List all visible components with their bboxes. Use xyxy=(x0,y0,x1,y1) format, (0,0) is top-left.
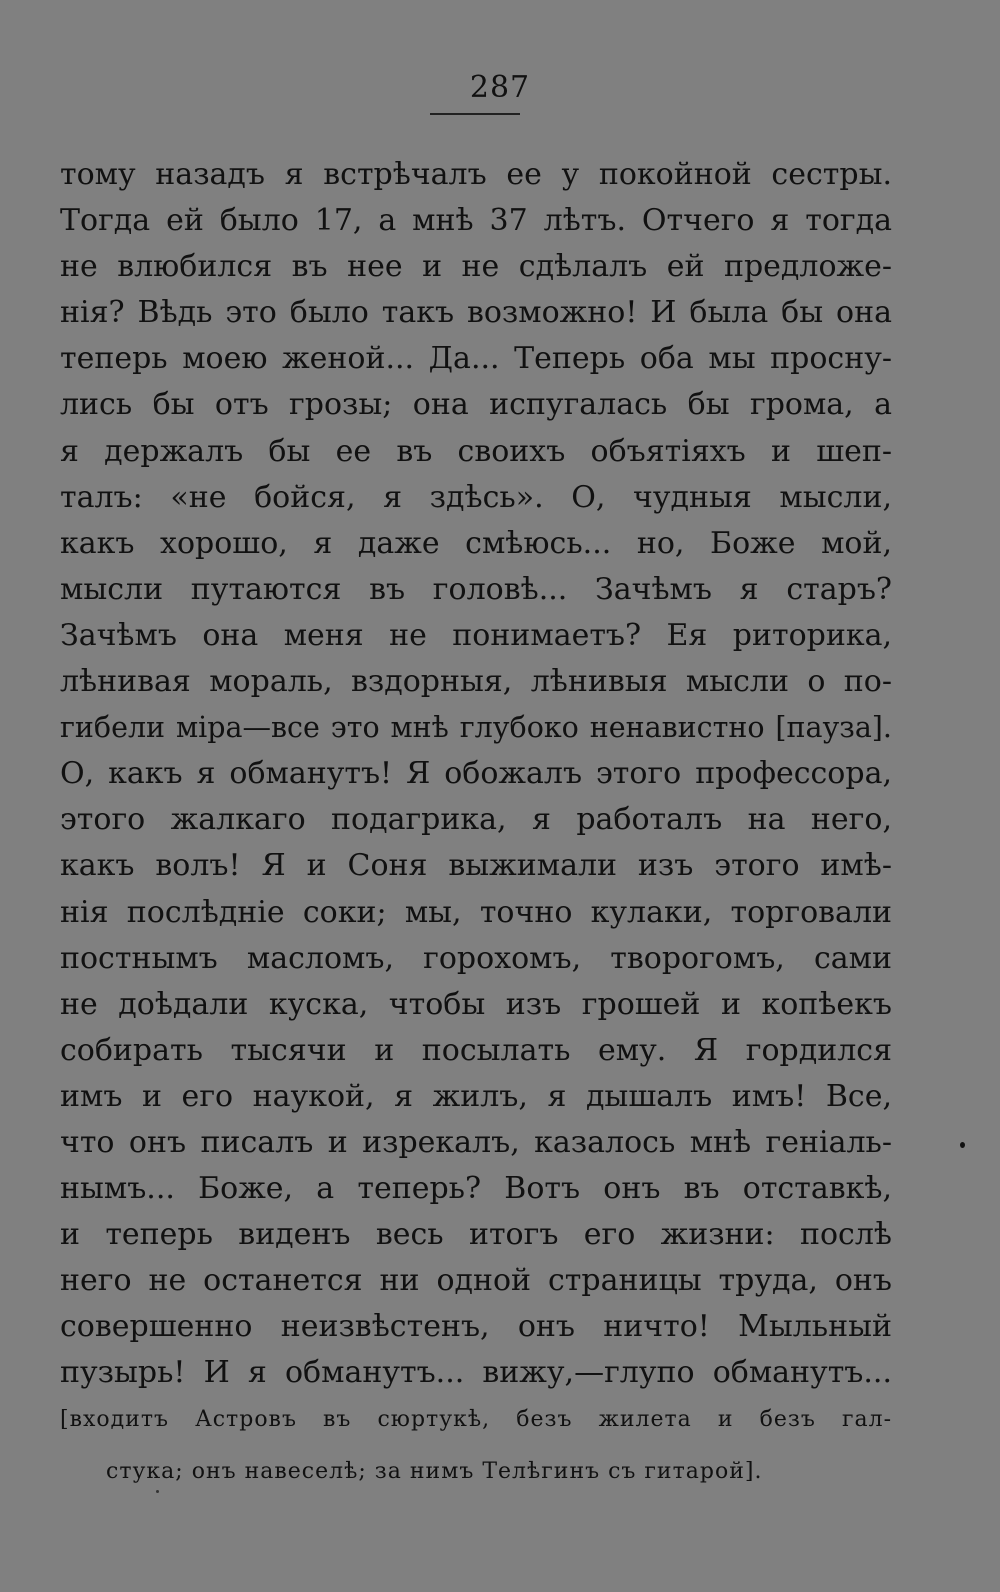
text-line: я держалъ бы ее въ своихъ объятіяхъ и шеп- xyxy=(60,433,892,469)
text-line: не доѣдали куска, чтобы изъ грошей и копѣекъ xyxy=(60,986,892,1022)
text-line: лись бы отъ грозы; она испугалась бы грома, а xyxy=(60,387,892,423)
text-line: совершенно неизвѣстенъ, онъ ничто! Мыльный xyxy=(60,1309,892,1345)
page-number: 287 xyxy=(469,70,531,105)
stage-direction xyxy=(106,1446,862,1498)
text-line: нымъ... Боже, а теперь? Вотъ онъ въ отставкѣ, xyxy=(60,1171,892,1207)
stage-direction xyxy=(60,1394,892,1446)
ink-speck xyxy=(156,1490,159,1493)
text-line: что онъ писалъ и изрекалъ, казалось мнѣ геніаль- xyxy=(60,1124,892,1160)
text-line: какъ хорошо, я даже смѣюсь... но, Боже мой, xyxy=(60,525,892,561)
text-line: тому назадъ я встрѣчалъ ее у покойной сестры. xyxy=(60,157,892,192)
stage-direction-line: стука; онъ навеселѣ; за нимъ Телѣгинъ съ гитарой]. xyxy=(106,1459,763,1484)
stage-direction-line: [входитъ Астровъ въ сюртукѣ, безъ жилета и безъ гал- xyxy=(60,1407,892,1432)
text-line: имъ и его наукой, я жилъ, я дышалъ имъ! Все, xyxy=(60,1078,892,1114)
body-text xyxy=(60,152,892,1397)
text-line: Зачѣмъ она меня не понимаетъ? Ея риторика, xyxy=(60,617,892,653)
text-line: собирать тысячи и посылать ему. Я гордился xyxy=(60,1032,892,1068)
text-line: этого жалкаго подагрика, я работалъ на него, xyxy=(60,802,892,838)
text-line: нія? Вѣдь это было такъ возможно! И была бы она xyxy=(60,295,892,331)
text-line: лѣнивая мораль, вздорныя, лѣнивыя мысли о по- xyxy=(60,664,892,700)
text-line: него не останется ни одной страницы труда, онъ xyxy=(60,1263,892,1299)
text-line: постнымъ масломъ, горохомъ, творогомъ, сами xyxy=(60,940,892,976)
text-line: гибели міра—все это мнѣ глубоко ненавистно [пауза]. xyxy=(60,711,892,745)
text-line: и теперь виденъ весь итогъ его жизни: послѣ xyxy=(60,1217,892,1253)
text-line: пузырь! И я обманутъ... вижу,—глупо обманутъ... xyxy=(60,1355,892,1391)
text-line: О, какъ я обманутъ! Я обожалъ этого профессора, xyxy=(60,756,892,792)
text-line: нія послѣдніе соки; мы, точно кулаки, торговали xyxy=(60,894,892,930)
page-number-rule xyxy=(430,113,520,115)
text-line: Тогда ей было 17, а мнѣ 37 лѣтъ. Отчего я тогда xyxy=(60,203,892,239)
ink-speck xyxy=(960,1142,965,1148)
text-line: теперь моею женой... Да... Теперь оба мы просну- xyxy=(60,341,892,377)
text-line: какъ волъ! Я и Соня выжимали изъ этого имѣ- xyxy=(60,848,892,884)
text-line: талъ: «не бойся, я здѣсь». О, чудныя мысли, xyxy=(60,479,892,515)
text-line: мысли путаются въ головѣ... Зачѣмъ я старъ? xyxy=(60,571,892,607)
text-line: не влюбился въ нее и не сдѣлалъ ей предложе- xyxy=(60,249,892,285)
